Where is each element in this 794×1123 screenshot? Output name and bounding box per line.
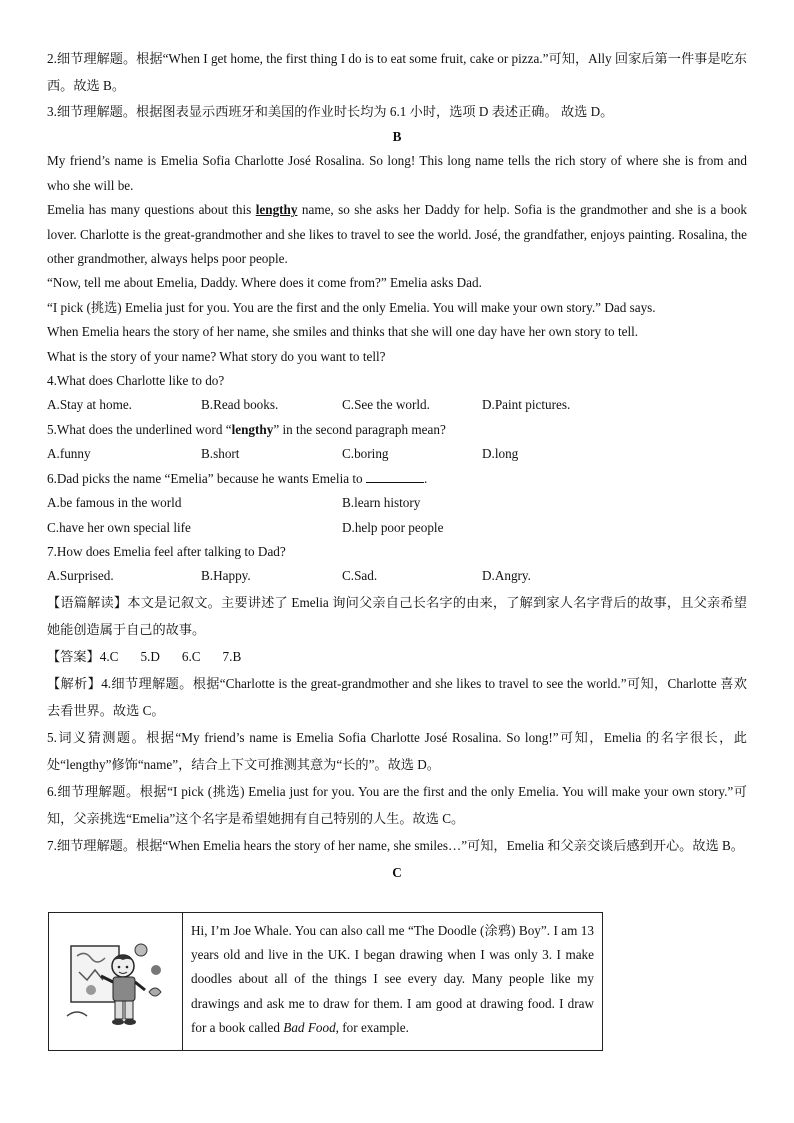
option: C.Sad. [342,568,378,584]
explanation-q3: 3.细节理解题。根据图表显示西班牙和美国的作业时长均为 6.1 小时，选项 D 表述正确。 故选 D。 [47,104,614,119]
explanation-7: 7.细节理解题。根据“When Emelia hears the story of her name, she smiles…”可知，Emelia 和父亲交谈后感到开心。故选 B。 [47,837,744,853]
doodle-boy-illustration [49,913,183,1050]
book-title: Bad Food [283,1019,336,1035]
option: D.Paint pictures. [482,397,571,413]
doodle-boy-image [61,932,171,1032]
option: A.Surprised. [47,568,114,584]
option: C.See the world. [342,397,430,413]
explanation-6: 6.细节理解题。根据“I pick (挑选) Emelia just for you. You are the first and the only Emelia. You will make your own story.”可知，父亲挑选“Emelia”这个名字是希望她拥有自己特别的人生。故选 C。 [47,783,747,826]
section-c-heading: C [392,864,402,880]
question-5: 5.What does the underlined word “lengthy” in the second paragraph mean? [47,421,446,437]
passage-b-para-5: When Emelia hears the story of her name, she smiles and thinks that she will one day have her own story to tell. [47,324,639,340]
option: D.help poor people [342,519,444,535]
question-6-options-row-2 [47,516,747,540]
section-b-heading: B [392,129,402,144]
option: B.short [201,446,240,462]
question-7: 7.How does Emelia feel after talking to Dad? [47,543,286,559]
explanation-q2: 2.细节理解题。根据“When I get home, the first thing I do is to eat some fruit, cake or pizza.”可知，Ally 回家后第一件事是吃东西。故选 B。 [47,51,747,93]
option: C.have her own special life [47,519,191,535]
document-page [47,45,747,887]
answer-key: 【答案】4.C 5.D 6.C 7.B [47,648,242,664]
passage-b-para-3: “Now, tell me about Emelia, Daddy. Where does it come from?” Emelia asks Dad. [47,275,482,291]
question-6-options-row-1 [47,491,747,515]
explanation-4: 【解析】4.细节理解题。根据“Charlotte is the great-grandmother and she likes to travel to see the world.”可知，Charlotte 喜欢去看世界。故选 C。 [47,675,747,718]
explanation-5: 5.词义猜测题。根据“My friend’s name is Emelia Sofia Charlotte José Rosalina. So long!”可知，Emelia 的名字很长，此处“lengthy”修饰“name”，结合上下文可推测其意为“长的”。故选 D。 [47,729,747,772]
option: B.Happy. [201,568,251,584]
passage-b-para-2: Emelia has many questions about this lengthy name, so she asks her Daddy for help. Sofia is the grandmother and she is a book lover. Charlotte is the great-grandmother and she likes to travel to see the world. José, the grandfather, enjoys painting. Rosalina, the other grandmother, always helps poor people. [47,202,748,267]
question-4-options [47,393,747,417]
question-4: 4.What does Charlotte like to do? [47,373,225,389]
passage-b-para-4: “I pick (挑选) Emelia just for you. You are the first and the only Emelia. You will make your own story.” Dad says. [47,299,656,315]
underlined-word: lengthy [255,202,298,218]
passage-analysis: 【语篇解读】本文是记叙文。主要讲述了 Emelia 询问父亲自己长名字的由来，了解到家人名字背后的故事，且父亲希望她能创造属于自己的故事。 [47,594,747,637]
option: D.Angry. [482,568,531,584]
option: B.Read books. [201,397,279,413]
passage-c-text: Hi, I’m Joe Whale. You can also call me “The Doodle (涂鸦) Boy”. I am 13 years old and live in the UK. I began drawing when I was only 3. I make doodles about all of the things I see every day. Many people like my drawings and ask me to draw for them. I am good at drawing food. I draw for a book called Bad Food, for example. [191,923,594,1035]
passage-c-box [48,912,603,1051]
question-7-options [47,564,747,588]
passage-b-para-1: My friend’s name is Emelia Sofia Charlotte José Rosalina. So long! This long name tells the rich story of where she is from and who she will be. [47,153,747,193]
option: B.learn history [342,495,421,511]
option: A.be famous in the world [47,495,182,511]
option: D.long [482,446,519,462]
answer-blank [366,469,424,483]
question-5-options [47,442,747,466]
passage-b-para-6: What is the story of your name? What story do you want to tell? [47,348,386,364]
option: C.boring [342,446,389,462]
option: A.funny [47,446,91,462]
option: A.Stay at home. [47,397,132,413]
question-6: 6.Dad picks the name “Emelia” because he wants Emelia to . [47,470,428,486]
